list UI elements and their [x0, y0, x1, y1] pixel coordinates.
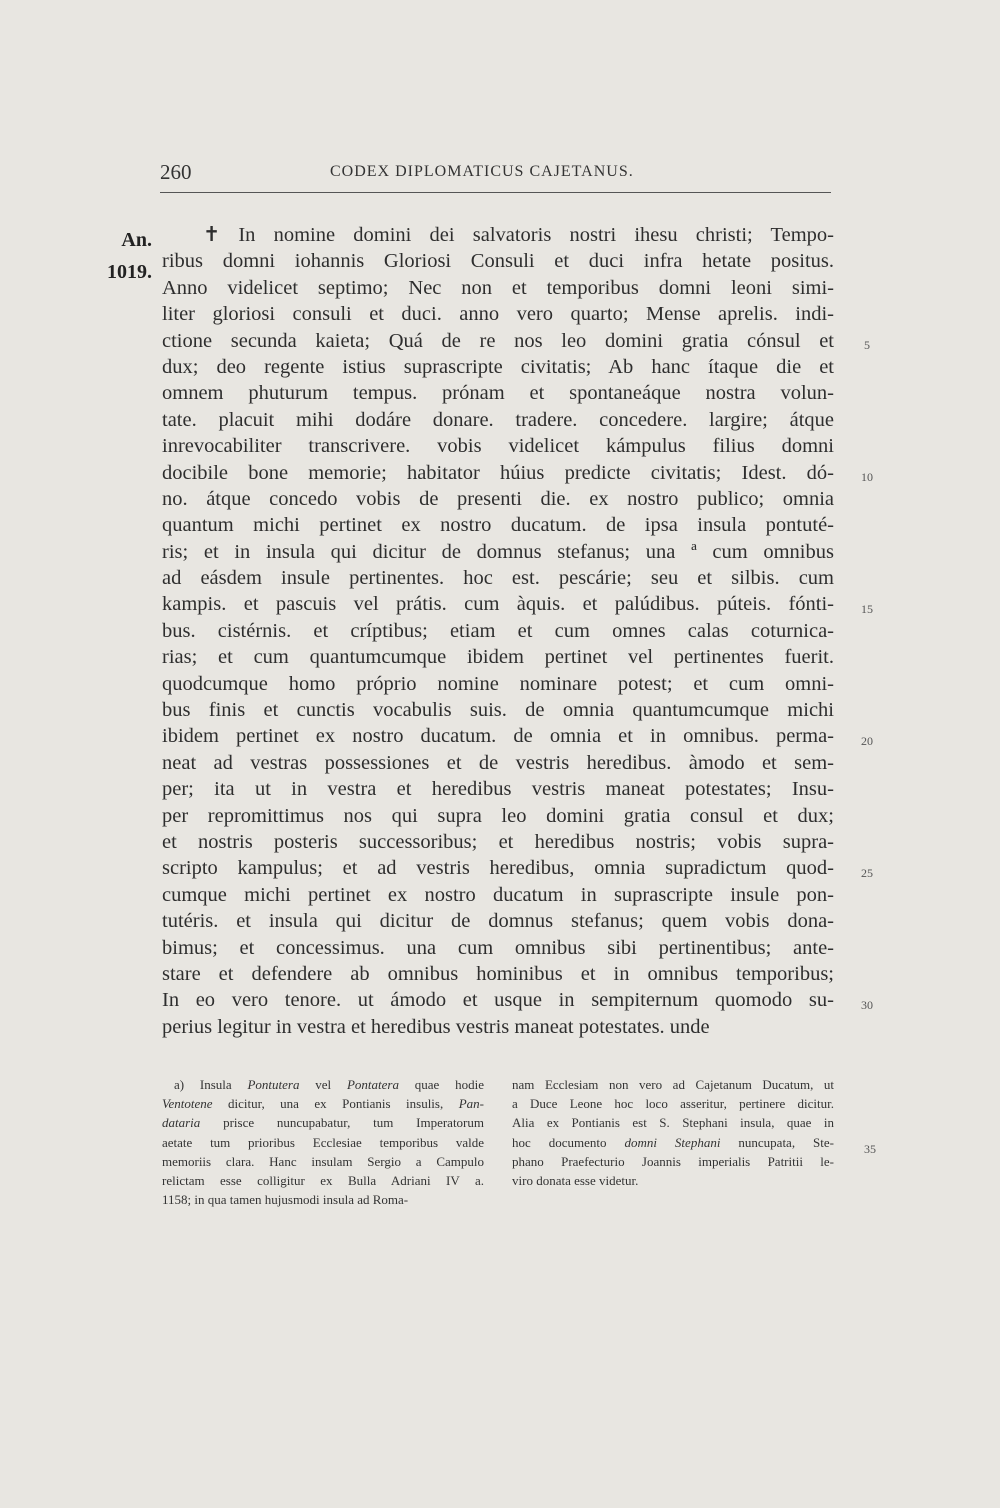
- footnote-line: memoriis clara. Hanc insulam Sergio a Campulo: [162, 1153, 484, 1169]
- footnote-column-right: [512, 1075, 834, 1190]
- footnote-line: aetate tum prioribus Ecclesiae temporibus valde: [162, 1134, 484, 1150]
- text-line: ctione secunda kaieta; Quá de re nos leo domini gratia cónsul et: [162, 329, 834, 352]
- text-line: ribus domni iohannis Gloriosi Consuli et duci infra hetate positus.: [162, 250, 834, 273]
- footnote-line: phano Praefecturio Joannis imperialis Patritii le-: [512, 1153, 834, 1169]
- margin-year: 1019.: [107, 261, 152, 283]
- line-number: 15: [861, 602, 873, 616]
- text-line: In eo vero tenore. ut ámodo et usque in sempiternum quomodo su-: [162, 989, 834, 1012]
- line-number: 20: [861, 734, 873, 748]
- text-line: quodcumque homo próprio nomine nominare potest; et cum omni-: [162, 672, 834, 695]
- text-line: no. átque concedo vobis de presenti die. ex nostro publico; omnia: [162, 487, 834, 510]
- line-number: 5: [864, 338, 870, 352]
- charter-text: [162, 222, 834, 1040]
- text-line: cumque michi pertinet ex nostro ducatum in suprascripte insule pon-: [162, 883, 834, 906]
- text-line: per repromittimus nos qui supra leo domini gratia consul et dux;: [162, 804, 834, 827]
- footnote-line: a Duce Leone hoc loco asseritur, pertinere dicitur.: [512, 1096, 834, 1112]
- text-line: bimus; et concessimus. una cum omnibus sibi pertinentibus; ante-: [162, 936, 834, 959]
- line-number: 30: [861, 998, 873, 1012]
- text-line: dux; deo regente istius suprascripte civitatis; Ab hanc ítaque die et: [162, 355, 834, 378]
- text-line: neat ad vestras possessiones et de vestris heredibus. àmodo et sem-: [162, 751, 834, 774]
- text-line: ✝ In nomine domini dei salvatoris nostri ihesu christi; Tempo-: [203, 224, 834, 246]
- footnote-italic: Pontutera: [247, 1077, 300, 1092]
- footnote-line: Alia ex Pontianis est S. Stephani insula, quae in: [512, 1115, 834, 1131]
- text-line: perius legitur in vestra et heredibus vestris maneat potestates. unde: [162, 1015, 710, 1038]
- text-line: per; ita ut in vestra et heredibus vestris maneat potestates; Insu-: [162, 778, 834, 801]
- text-line: omnem phuturum tempus. prónam et spontaneáque nostra volun-: [162, 382, 834, 405]
- footnote-column-left: [162, 1075, 484, 1209]
- line-number: 25: [861, 866, 873, 880]
- footnote-line: nam Ecclesiam non vero ad Cajetanum Ducatum, ut: [512, 1077, 834, 1092]
- footnote-line: dataria prisce nuncupabatur, tum Imperatorum: [162, 1115, 484, 1131]
- footnote-italic: dataria: [162, 1115, 201, 1131]
- text-line: tutéris. et insula qui dicitur de domnus stefanus; quem vobis dona-: [162, 910, 834, 933]
- text-line: rias; et cum quantumcumque ibidem pertinet vel pertinentes fuerit.: [162, 646, 834, 669]
- footnote-italic: Pontatera: [346, 1077, 399, 1092]
- text-line: tate. placuit mihi dodáre donare. tradere. concedere. largire; átque: [162, 408, 834, 431]
- text-line: docibile bone memorie; habitator húius predicte civitatis; Idest. dó-: [162, 461, 834, 484]
- text-line: ris; et in insula qui dicitur de domnus stefanus; una ª cum omnibus: [162, 540, 834, 563]
- text-line: Anno videlicet septimo; Nec non et temporibus domni leoni simi-: [162, 276, 834, 299]
- footnote-line: Ventotene dicitur, una ex Pontianis insulis, Pan-: [162, 1096, 484, 1112]
- text-line: kampis. et pascuis vel prátis. cum àquis. et palúdibus. púteis. fónti-: [162, 593, 834, 616]
- footnote-line: 1158; in qua tamen hujusmodi insula ad Roma-: [162, 1192, 409, 1208]
- page-number: 260: [160, 160, 192, 184]
- text-line: bus finis et cunctis vocabulis suis. de omnia quantumcumque michi: [162, 699, 834, 722]
- line-number: 35: [864, 1142, 876, 1156]
- margin-label: An.: [121, 229, 152, 251]
- header-rule: [160, 192, 831, 193]
- page-header: [160, 160, 830, 190]
- footnote-line: a) Insula Pontutera vel Pontatera quae hodie: [174, 1077, 485, 1092]
- footnote-italic: Ventotene: [162, 1096, 213, 1112]
- text-line: et nostris posteris successoribus; et heredibus nostris; vobis supra-: [162, 830, 834, 853]
- text-line: inrevocabiliter transcrivere. vobis videlicet kámpulus filius domni: [162, 435, 834, 458]
- margin-date: [60, 224, 152, 288]
- running-title: CODEX DIPLOMATICUS CAJETANUS.: [330, 163, 634, 180]
- footnote-line: relictam esse colligitur ex Bulla Adriani IV a.: [162, 1172, 484, 1188]
- text-line: quantum michi pertinet ex nostro ducatum. de ipsa insula pontuté-: [162, 514, 834, 537]
- footnote-italic: domni Stephani: [624, 1134, 721, 1150]
- text-line: scripto kampulus; et ad vestris heredibus, omnia supradictum quod-: [162, 857, 834, 880]
- text-line: bus. cistérnis. et críptibus; etiam et cum omnes calas coturnica-: [162, 619, 834, 642]
- text-line: ad eásdem insule pertinentes. hoc est. pescárie; seu et silbis. cum: [162, 567, 834, 590]
- text-line: liter gloriosi consuli et duci. anno vero quarto; Mense aprelis. indi-: [162, 303, 834, 326]
- line-number: 10: [861, 470, 873, 484]
- text-line: ibidem pertinet ex nostro ducatum. de omnia et in omnibus. perma-: [162, 725, 834, 748]
- text-line: stare et defendere ab omnibus hominibus et in omnibus temporibus;: [162, 962, 834, 985]
- footnote-line: hoc documento domni Stephani nuncupata, Ste-: [512, 1134, 834, 1150]
- footnote-line: viro donata esse videtur.: [512, 1172, 639, 1188]
- footnote-italic: Pan-: [458, 1096, 484, 1112]
